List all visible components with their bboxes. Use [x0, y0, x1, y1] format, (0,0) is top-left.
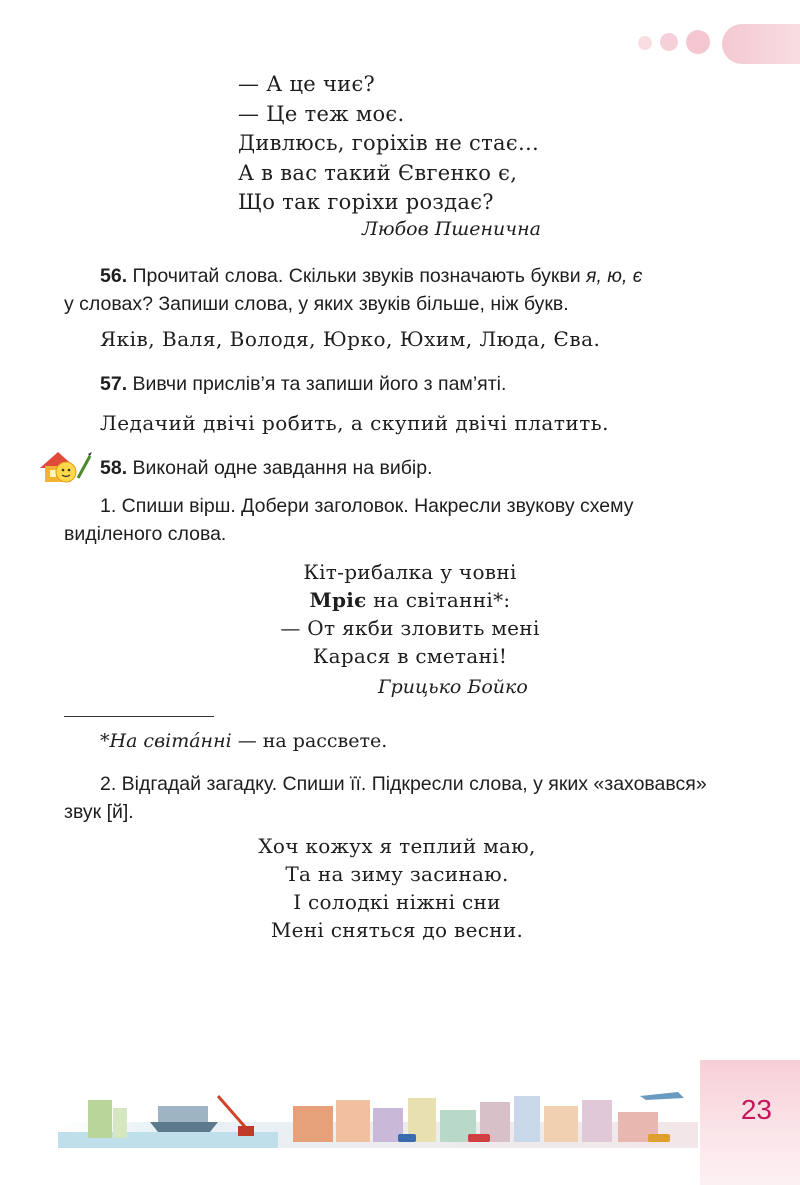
poem-author: Грицько Бойко [378, 676, 528, 698]
poem-line: А в вас такий Євгенко є, [238, 160, 518, 185]
task-text: Прочитай слова. Скільки звуків позначають букви [132, 265, 587, 287]
city-illustration [58, 1088, 698, 1148]
riddle-line: І солодкі ніжні сни [293, 890, 501, 914]
option-text: 1. Спиши вірш. Добери заголовок. Накресли звукову схему виділеного слова. [64, 495, 634, 545]
poem-line: — От якби зловить мені [280, 616, 540, 640]
task-text: Вивчи прислів’я та запиши його з пам’яті. [132, 373, 507, 395]
task-58-option-2 [64, 770, 734, 826]
riddle-line: Мені сняться до весни. [270, 918, 524, 942]
poem-author: Любов Пшенична [362, 218, 541, 240]
page-number: 23 [740, 1094, 772, 1125]
task-number: 58. [100, 457, 128, 479]
task-text-continued: у словах? Запиши слова, у яких звуків більше, ніж букв. [64, 293, 569, 315]
riddle [0, 832, 797, 944]
task-57 [64, 370, 734, 398]
task-58 [64, 454, 734, 482]
poem-line: Кіт-рибалка у човні [303, 560, 517, 584]
poem-fragment [238, 70, 539, 218]
poem-line: — А це чиє? [238, 72, 376, 96]
poem-line: Що так горіхи роздає? [238, 190, 494, 214]
task-number: 57. [100, 373, 128, 395]
riddle-line: Та на зиму засинаю. [285, 862, 509, 886]
task-number: 56. [100, 265, 128, 287]
poem-cat-fisher [10, 558, 800, 670]
task-56 [64, 262, 734, 318]
riddle-line: Хоч кожух я теплий маю, [258, 834, 536, 858]
footnote: *На світáнні — на рассвете. [100, 730, 388, 752]
proverb: Ледачий двічі робить, а скупий двічі платить. [100, 411, 610, 435]
footnote-divider [64, 716, 214, 717]
poem-line: — Це теж моє. [238, 101, 405, 126]
task-56-words: Яків, Валя, Володя, Юрко, Юхим, Люда, Єва. [100, 327, 601, 351]
highlighted-word: Мріє [309, 588, 367, 612]
task-text: Виконай одне завдання на вибір. [132, 457, 433, 479]
poem-line: Карася в сметані! [312, 644, 508, 668]
poem-line: Дивлюсь, горіхів не стає… [238, 131, 540, 155]
top-decoration [600, 0, 800, 70]
task-letters: я, ю, є [586, 265, 643, 287]
option-text: 2. Відгадай загадку. Спиши її. Підкресли слова, у яких «заховався» звук [й]. [64, 773, 707, 823]
footnote-term: *На світáнні [100, 730, 232, 752]
poem-line: Мріє на світанні*: [309, 588, 511, 612]
task-58-option-1 [64, 492, 734, 548]
